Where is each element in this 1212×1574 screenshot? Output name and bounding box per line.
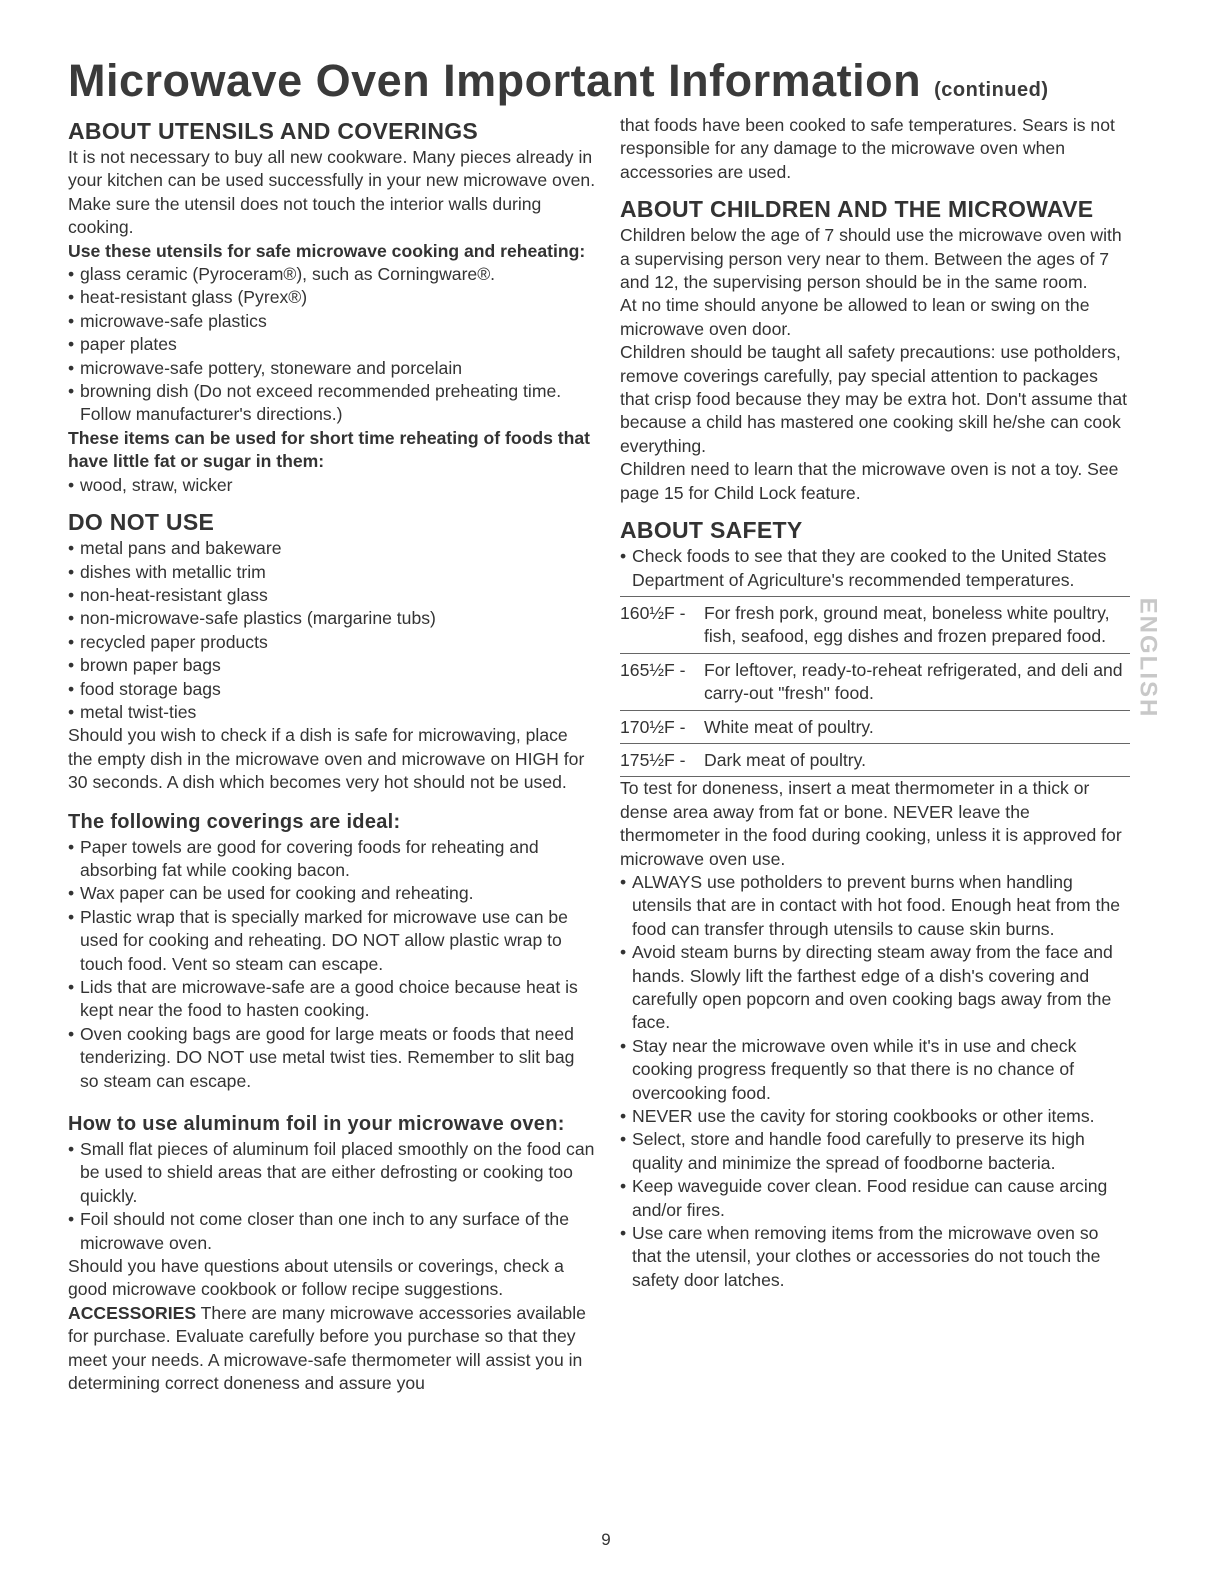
page-number: 9 xyxy=(601,1530,611,1549)
list-item: • metal twist-ties xyxy=(68,701,596,724)
list-item: • dishes with metallic trim xyxy=(68,561,596,584)
list-item: • Lids that are microwave-safe are a good choice because heat is kept near the food to hasten cooking. xyxy=(68,976,596,1023)
title-text: Microwave Oven Important Information xyxy=(68,55,922,106)
do-not-use-list xyxy=(68,537,596,724)
list-item: • Plastic wrap that is specially marked for microwave use can be used for cooking and reheating. DO NOT allow plastic wrap to touch food. Vent so steam can escape. xyxy=(68,906,596,976)
list-item: • Paper towels are good for covering foods for reheating and absorbing fat while cooking bacon. xyxy=(68,836,596,883)
doneness-text: To test for doneness, insert a meat thermometer in a thick or dense area away from fat or bone. NEVER leave the thermometer in the food during cooking, unless it is approved for microwave oven use. xyxy=(620,778,1122,869)
temperature-value: 170½F - xyxy=(620,716,686,737)
list-item: • Keep waveguide cover clean. Food residue can cause arcing and/or fires. xyxy=(620,1175,1130,1222)
accessories-label: ACCESSORIES xyxy=(68,1302,197,1323)
children-paragraph: At no time should anyone be allowed to lean or swing on the microwave oven door. xyxy=(620,295,1090,339)
list-item: • Oven cooking bags are good for large meats or foods that need tenderizing. DO NOT use metal twist ties. Remember to slit bag so steam can escape. xyxy=(68,1023,596,1093)
page-title xyxy=(68,56,1049,106)
list-item: • metal pans and bakeware xyxy=(68,537,596,560)
questions-text: Should you have questions about utensils or coverings, check a good microwave cookbook or follow recipe suggestions. xyxy=(68,1256,564,1300)
list-item: • Foil should not come closer than one inch to any surface of the microwave oven. xyxy=(68,1208,596,1255)
list-item: • ALWAYS use potholders to prevent burns when handling utensils that are in contact with hot food. Enough heat from the food can transfer through utensils to cause skin burns. xyxy=(620,871,1130,941)
list-item: • microwave-safe plastics xyxy=(68,310,596,333)
temperature-row xyxy=(620,711,1130,744)
side-tab-label: ENGLISH xyxy=(1134,597,1161,719)
foil-heading: How to use aluminum foil in your microwave oven: xyxy=(68,1113,565,1136)
children-paragraph: Children should be taught all safety precautions: use potholders, remove coverings carefully, pay special attention to packages that crisp food because they may be extra hot. Don't assume that because a child has mastered one cooking skill he/she can cook everything. xyxy=(620,342,1128,456)
accessories-text: There are many microwave accessories available for purchase. Evaluate carefully before you purchase so that they meet your needs. A microwave-safe thermometer will assist you in determining correct doneness and assure you xyxy=(68,1302,586,1394)
list-item: • glass ceramic (Pyroceram®), such as Corningware®. xyxy=(68,263,596,286)
temperature-description: For fresh pork, ground meat, boneless white poultry, fish, seafood, egg dishes and frozen prepared food. xyxy=(704,602,1110,647)
list-item: • Avoid steam burns by directing steam away from the face and hands. Slowly lift the farthest edge of a dish's covering and carefully open popcorn and oven cooking bags away from the face. xyxy=(620,941,1130,1035)
safety-heading: ABOUT SAFETY xyxy=(620,517,803,544)
list-item: • NEVER use the cavity for storing cookbooks or other items. xyxy=(620,1105,1130,1128)
temperature-description: For leftover, ready-to-reheat refrigerated, and deli and carry-out "fresh" food. xyxy=(704,659,1123,704)
foil-list xyxy=(68,1138,596,1255)
right-column xyxy=(620,114,1130,1292)
list-item: • heat-resistant glass (Pyrex®) xyxy=(68,286,596,309)
children-heading: ABOUT CHILDREN AND THE MICROWAVE xyxy=(620,196,1094,223)
coverings-heading: The following coverings are ideal: xyxy=(68,810,401,833)
list-item: • browning dish (Do not exceed recommended preheating time. Follow manufacturer's directions.) xyxy=(68,380,596,427)
temperature-description: White meat of poultry. xyxy=(704,716,874,737)
list-item: • non-microwave-safe plastics (margarine tubs) xyxy=(68,607,596,630)
list-item: • food storage bags xyxy=(68,678,596,701)
list-item: • non-heat-resistant glass xyxy=(68,584,596,607)
temperature-description: Dark meat of poultry. xyxy=(704,749,866,770)
temperature-row xyxy=(620,654,1130,711)
temperature-value: 175½F - xyxy=(620,749,686,770)
list-item: • recycled paper products xyxy=(68,631,596,654)
list-item: • brown paper bags xyxy=(68,654,596,677)
list-item: • Stay near the microwave oven while it's in use and check cooking progress frequently so that there is no chance of overcooking food. xyxy=(620,1035,1130,1105)
safety-list xyxy=(620,871,1130,1292)
temperature-row xyxy=(620,744,1130,777)
temperature-row xyxy=(620,597,1130,654)
list-item: • wood, straw, wicker xyxy=(68,474,596,497)
list-item: • Select, store and handle food carefully to preserve its high quality and minimize the spread of foodborne bacteria. xyxy=(620,1128,1130,1175)
accessories-paragraph xyxy=(68,1302,596,1396)
safe-utensils-list xyxy=(68,263,596,427)
dish-test-note: Should you wish to check if a dish is safe for microwaving, place the empty dish in the microwave oven and microwave on HIGH for 30 seconds. A dish which becomes very hot should not be used. xyxy=(68,725,585,793)
left-column xyxy=(68,114,596,1396)
children-paragraph: Children need to learn that the microwave oven is not a toy. See page 15 for Child Lock feature. xyxy=(620,459,1119,503)
language-side-tab xyxy=(1130,578,1164,738)
do-not-use-heading: DO NOT USE xyxy=(68,509,215,536)
safe-utensils-heading: Use these utensils for safe microwave cooking and reheating: xyxy=(68,240,586,261)
list-item: • paper plates xyxy=(68,333,596,356)
safety-first-list xyxy=(620,545,1130,592)
utensils-heading: ABOUT UTENSILS AND COVERINGS xyxy=(68,118,479,144)
list-item: • Wax paper can be used for cooking and reheating. xyxy=(68,882,596,905)
list-item: • Use care when removing items from the microwave oven so that the utensil, your clothes or accessories do not touch the safety door latches. xyxy=(620,1222,1130,1292)
short-reheat-heading: These items can be used for short time reheating of foods that have little fat or sugar in them: xyxy=(68,427,591,472)
children-paragraph: Children below the age of 7 should use the microwave oven with a supervising person very near to them. Between the ages of 7 and 12, the supervising person should be in the same room. xyxy=(620,225,1122,293)
short-reheat-list xyxy=(68,474,596,497)
temperature-value: 160½F - xyxy=(620,602,686,623)
continued-text: that foods have been cooked to safe temperatures. Sears is not responsible for any damage to the microwave oven when accessories are used. xyxy=(620,115,1115,182)
coverings-list xyxy=(68,836,596,1093)
list-item: • microwave-safe pottery, stoneware and porcelain xyxy=(68,357,596,380)
list-item: • Small flat pieces of aluminum foil placed smoothly on the food can be used to shield areas that are either defrosting or cooking too quickly. xyxy=(68,1138,596,1208)
temperature-value: 165½F - xyxy=(620,659,686,680)
utensils-intro: It is not necessary to buy all new cookware. Many pieces already in your kitchen can be used successfully in your new microwave oven. Make sure the utensil does not touch the interior walls during cooking. xyxy=(68,147,596,238)
title-continued: (continued) xyxy=(934,79,1049,101)
list-item: • Check foods to see that they are cooked to the United States Department of Agriculture's recommended temperatures. xyxy=(620,545,1130,592)
temperature-table xyxy=(620,596,1130,777)
